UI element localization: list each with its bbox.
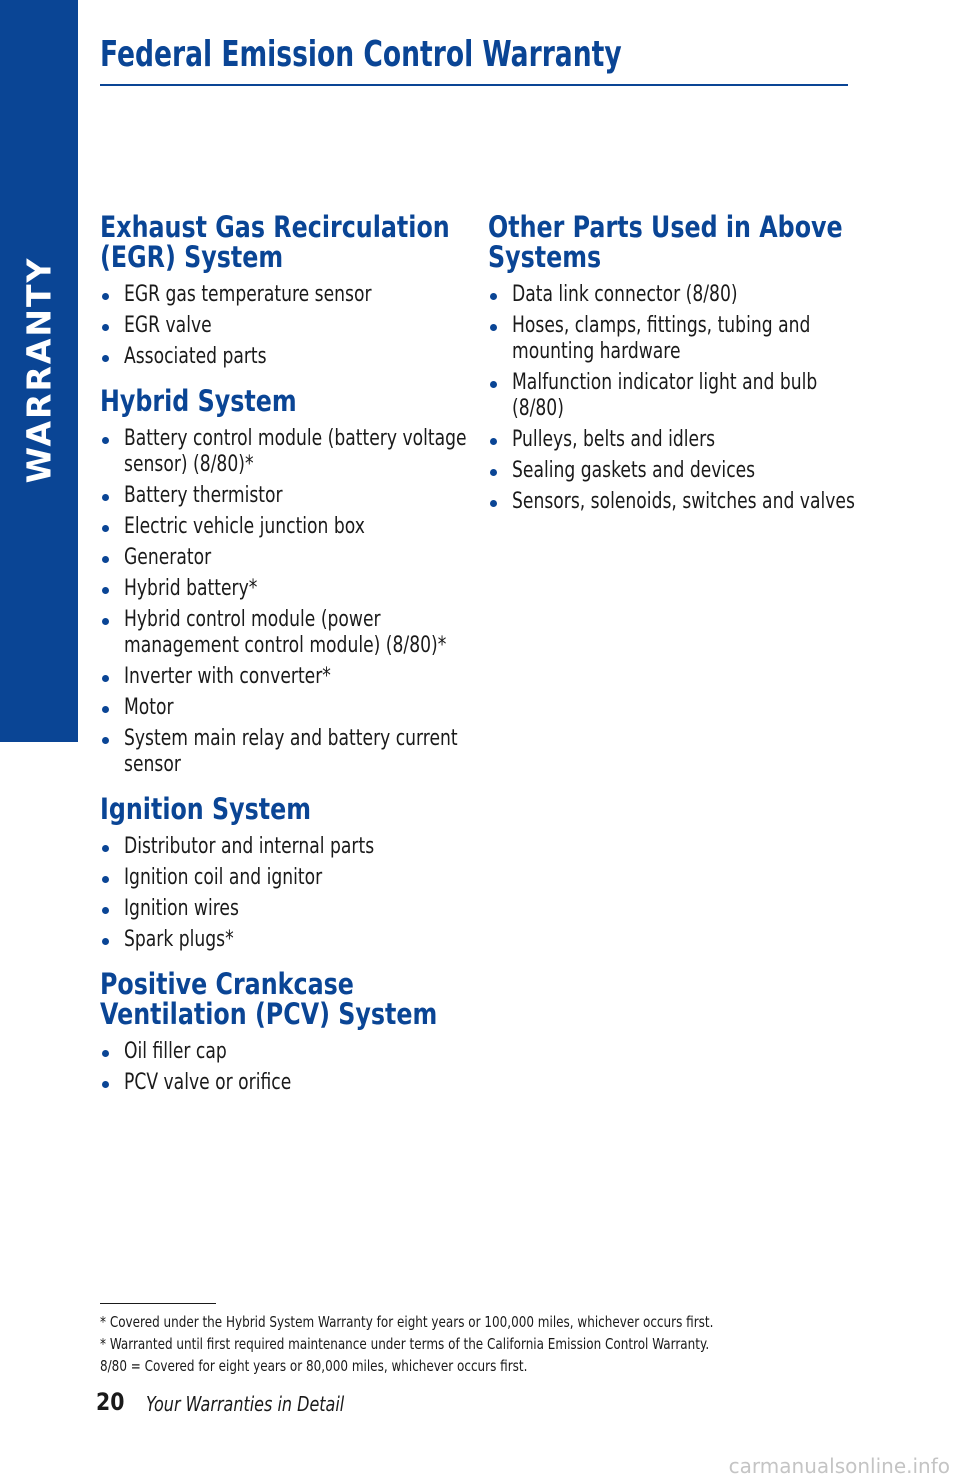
page-number: 20 xyxy=(96,1388,125,1416)
item-list xyxy=(100,1039,470,1096)
list-item-text: EGR gas temperature sensor xyxy=(124,282,372,307)
item-list xyxy=(100,426,470,778)
footnote: * Covered under the Hybrid System Warranty for eight years or 100,000 miles, whichever occurs first. xyxy=(100,1313,714,1331)
bullet-icon xyxy=(102,737,109,744)
list-item xyxy=(100,313,470,339)
section-title: Ignition System xyxy=(100,792,312,826)
list-item xyxy=(100,344,470,370)
list-item-text: Malfunction indicator light and bulb (8/80) xyxy=(512,370,818,421)
bullet-icon xyxy=(102,675,109,682)
list-item-text: Spark plugs* xyxy=(124,927,234,952)
bullet-icon xyxy=(102,293,109,300)
list-item xyxy=(100,1039,470,1065)
bullet-icon xyxy=(102,938,109,945)
list-item xyxy=(100,514,470,540)
list-item xyxy=(100,282,470,308)
list-item xyxy=(100,695,470,721)
bullet-icon xyxy=(102,876,109,883)
section-title: Exhaust Gas Recirculation (EGR) System xyxy=(100,210,450,274)
section xyxy=(100,212,470,370)
bullet-icon xyxy=(490,500,497,507)
footnote: * Warranted until first required maintenance under terms of the California Emission Control Warranty. xyxy=(100,1335,710,1353)
bullet-icon xyxy=(102,556,109,563)
item-list xyxy=(100,282,470,370)
section-title: Positive Crankcase Ventilation (PCV) System xyxy=(100,967,438,1031)
list-item-text: Distributor and internal parts xyxy=(124,834,375,859)
footer-title: Your Warranties in Detail xyxy=(146,1392,345,1416)
list-item xyxy=(100,1070,470,1096)
bullet-icon xyxy=(102,437,109,444)
right-column xyxy=(488,212,858,531)
section xyxy=(100,386,470,778)
bullet-icon xyxy=(490,438,497,445)
list-item xyxy=(100,927,470,953)
list-item-text: Electric vehicle junction box xyxy=(124,514,365,539)
list-item-text: PCV valve or orifice xyxy=(124,1070,292,1095)
watermark: carmanualsonline.info xyxy=(728,1454,950,1478)
section xyxy=(100,969,470,1096)
title-divider xyxy=(100,84,848,86)
bullet-icon xyxy=(490,381,497,388)
list-item-text: Associated parts xyxy=(124,344,267,369)
footnotes xyxy=(100,1311,860,1377)
page-title: Federal Emission Control Warranty xyxy=(100,34,622,75)
list-item xyxy=(100,896,470,922)
bullet-icon xyxy=(102,355,109,362)
bullet-icon xyxy=(102,587,109,594)
list-item-text: EGR valve xyxy=(124,313,212,338)
list-item-text: Hoses, clamps, fittings, tubing and mounting hardware xyxy=(512,313,811,364)
side-tab xyxy=(0,0,78,742)
list-item-text: Sensors, solenoids, switches and valves xyxy=(512,489,855,514)
list-item-text: Motor xyxy=(124,695,174,720)
list-item-text: Oil filler cap xyxy=(124,1039,227,1064)
list-item xyxy=(488,370,858,422)
list-item xyxy=(100,607,470,659)
section xyxy=(100,794,470,953)
list-item-text: Hybrid battery* xyxy=(124,576,258,601)
list-item xyxy=(488,313,858,365)
list-item-text: Hybrid control module (power management control module) (8/80)* xyxy=(124,607,447,658)
list-item-text: Battery thermistor xyxy=(124,483,283,508)
section-title: Hybrid System xyxy=(100,384,297,418)
footnote-divider xyxy=(100,1303,216,1304)
bullet-icon xyxy=(102,706,109,713)
left-column xyxy=(100,212,470,1112)
list-item xyxy=(488,427,858,453)
list-item xyxy=(488,458,858,484)
list-item-text: Inverter with converter* xyxy=(124,664,331,689)
list-item xyxy=(100,834,470,860)
list-item xyxy=(100,576,470,602)
list-item-text: System main relay and battery current sensor xyxy=(124,726,458,777)
list-item xyxy=(100,483,470,509)
footnote: 8/80 = Covered for eight years or 80,000 miles, whichever occurs first. xyxy=(100,1357,528,1375)
side-tab-label: WARRANTY xyxy=(19,256,59,484)
list-item xyxy=(488,282,858,308)
bullet-icon xyxy=(102,324,109,331)
list-item-text: Ignition wires xyxy=(124,896,239,921)
bullet-icon xyxy=(102,525,109,532)
section-title: Other Parts Used in Above Systems xyxy=(488,210,843,274)
item-list xyxy=(100,834,470,953)
item-list xyxy=(488,282,858,515)
bullet-icon xyxy=(102,1081,109,1088)
bullet-icon xyxy=(102,1050,109,1057)
list-item-text: Pulleys, belts and idlers xyxy=(512,427,716,452)
bullet-icon xyxy=(490,293,497,300)
list-item-text: Generator xyxy=(124,545,212,570)
list-item-text: Ignition coil and ignitor xyxy=(124,865,323,890)
list-item xyxy=(100,664,470,690)
bullet-icon xyxy=(102,907,109,914)
bullet-icon xyxy=(102,494,109,501)
bullet-icon xyxy=(102,845,109,852)
list-item-text: Data link connector (8/80) xyxy=(512,282,738,307)
bullet-icon xyxy=(102,618,109,625)
list-item xyxy=(100,545,470,571)
bullet-icon xyxy=(490,469,497,476)
list-item xyxy=(488,489,858,515)
list-item-text: Sealing gaskets and devices xyxy=(512,458,756,483)
list-item xyxy=(100,726,470,778)
section xyxy=(488,212,858,515)
list-item xyxy=(100,426,470,478)
list-item-text: Battery control module (battery voltage sensor) (8/80)* xyxy=(124,426,467,477)
bullet-icon xyxy=(490,324,497,331)
list-item xyxy=(100,865,470,891)
